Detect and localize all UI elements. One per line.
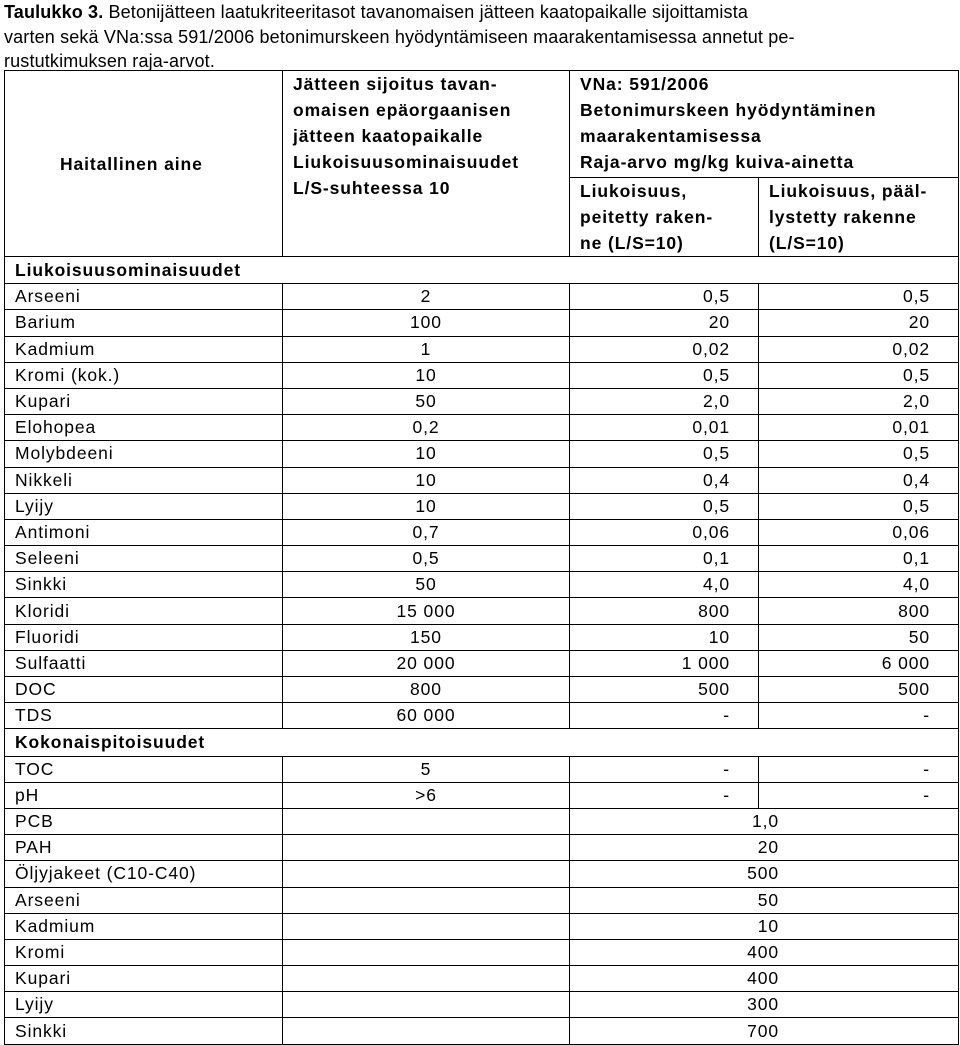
header-vna-line: Raja-arvo mg/kg kuiva-ainetta — [580, 152, 855, 172]
header-landfill-line: omaisen epäorgaanisen — [293, 100, 512, 120]
covered-limit-value: 800 — [570, 598, 759, 624]
substance-name: Kromi — [5, 939, 283, 965]
covered-limit-value: - — [570, 703, 759, 729]
header-paved-line: lystetty rakenne — [769, 207, 917, 227]
landfill-value: 0,5 — [283, 546, 570, 572]
covered-limit-value: 20 — [570, 310, 759, 336]
header-paved-line: Liukoisuus, pääl- — [769, 181, 928, 201]
paved-limit-value: 20 — [759, 310, 959, 336]
landfill-value — [283, 966, 570, 992]
combined-limit-value: 500 — [570, 861, 959, 887]
landfill-value: 10 — [283, 467, 570, 493]
covered-limit-value: 0,1 — [570, 546, 759, 572]
header-covered-line: Liukoisuus, — [580, 181, 688, 201]
landfill-value: >6 — [283, 782, 570, 808]
substance-name: PCB — [5, 808, 283, 834]
table-row — [5, 336, 959, 362]
limit-values-table — [4, 70, 959, 1045]
section-liukoisuus-label: Liukoisuusominaisuudet — [5, 257, 959, 284]
paved-limit-value: 2,0 — [759, 388, 959, 414]
substance-name: Fluoridi — [5, 624, 283, 650]
substance-name: Kadmium — [5, 336, 283, 362]
header-landfill-line: L/S-suhteessa 10 — [293, 178, 451, 198]
paved-limit-value: 800 — [759, 598, 959, 624]
caption-text-2: varten sekä VNa:ssa 591/2006 betonimurskeen hyödyntämiseen maarakentamisessa annetut pe- — [4, 26, 795, 47]
table-row — [5, 546, 959, 572]
table-row — [5, 388, 959, 414]
covered-limit-value: 2,0 — [570, 388, 759, 414]
landfill-value — [283, 808, 570, 834]
table-row — [5, 782, 959, 808]
caption-text-3: rustutkimuksen raja-arvot. — [4, 51, 215, 71]
table-row — [5, 992, 959, 1018]
combined-limit-value: 400 — [570, 939, 959, 965]
table-row — [5, 624, 959, 650]
paved-limit-value: 0,4 — [759, 467, 959, 493]
landfill-value: 20 000 — [283, 650, 570, 676]
landfill-value: 10 — [283, 362, 570, 388]
landfill-value — [283, 861, 570, 887]
substance-name: Sinkki — [5, 572, 283, 598]
covered-limit-value: 0,5 — [570, 362, 759, 388]
covered-limit-value: 0,5 — [570, 493, 759, 519]
paved-limit-value: 6 000 — [759, 650, 959, 676]
combined-limit-value: 20 — [570, 835, 959, 861]
substance-name: Kloridi — [5, 598, 283, 624]
table-row — [5, 939, 959, 965]
covered-limit-value: 1 000 — [570, 650, 759, 676]
substance-name: PAH — [5, 835, 283, 861]
table-row — [5, 441, 959, 467]
paved-limit-value: 0,5 — [759, 362, 959, 388]
substance-name: TDS — [5, 703, 283, 729]
substance-name: TOC — [5, 756, 283, 782]
table-row — [5, 808, 959, 834]
table-row — [5, 519, 959, 545]
header-paved-structure — [759, 178, 959, 257]
landfill-value: 2 — [283, 284, 570, 310]
covered-limit-value: 0,4 — [570, 467, 759, 493]
header-landfill-line: Jätteen sijoitus tavan- — [293, 74, 498, 94]
table-row — [5, 835, 959, 861]
header-vna-line: Betonimurskeen hyödyntäminen — [580, 100, 877, 120]
landfill-value: 800 — [283, 677, 570, 703]
covered-limit-value: 0,5 — [570, 284, 759, 310]
covered-limit-value: - — [570, 782, 759, 808]
header-covered-line: peitetty raken- — [580, 207, 714, 227]
covered-limit-value: 500 — [570, 677, 759, 703]
paved-limit-value: 0,5 — [759, 441, 959, 467]
header-vna-line: maarakentamisessa — [580, 126, 762, 146]
landfill-value: 0,7 — [283, 519, 570, 545]
table-row — [5, 650, 959, 676]
table-row — [5, 415, 959, 441]
combined-limit-value: 1,0 — [570, 808, 959, 834]
paved-limit-value: - — [759, 756, 959, 782]
covered-limit-value: 0,06 — [570, 519, 759, 545]
substance-name: Sulfaatti — [5, 650, 283, 676]
substance-name: Arseeni — [5, 887, 283, 913]
table-row — [5, 966, 959, 992]
section-kokonaispitoisuudet-label: Kokonaispitoisuudet — [5, 729, 959, 756]
combined-limit-value: 400 — [570, 966, 959, 992]
paved-limit-value: 4,0 — [759, 572, 959, 598]
paved-limit-value: 0,02 — [759, 336, 959, 362]
landfill-value — [283, 913, 570, 939]
paved-limit-value: 500 — [759, 677, 959, 703]
landfill-value: 1 — [283, 336, 570, 362]
substance-name: Arseeni — [5, 284, 283, 310]
header-landfill-line: jätteen kaatopaikalle — [293, 126, 484, 146]
header-vna-column — [570, 71, 959, 178]
substance-name: Lyijy — [5, 493, 283, 519]
covered-limit-value: 4,0 — [570, 572, 759, 598]
landfill-value: 10 — [283, 441, 570, 467]
landfill-value — [283, 887, 570, 913]
table-row — [5, 362, 959, 388]
landfill-value: 50 — [283, 388, 570, 414]
paved-limit-value: - — [759, 703, 959, 729]
paved-limit-value: 0,01 — [759, 415, 959, 441]
paved-limit-value: 0,5 — [759, 493, 959, 519]
header-paved-line: (L/S=10) — [769, 233, 845, 253]
table-row — [5, 598, 959, 624]
substance-name: Elohopea — [5, 415, 283, 441]
landfill-value — [283, 835, 570, 861]
substance-name: Molybdeeni — [5, 441, 283, 467]
caption-label: Taulukko 3. — [4, 2, 104, 22]
table-row — [5, 467, 959, 493]
substance-name: Antimoni — [5, 519, 283, 545]
landfill-value — [283, 1018, 570, 1044]
paved-limit-value: 0,06 — [759, 519, 959, 545]
paved-limit-value: 0,1 — [759, 546, 959, 572]
landfill-value: 15 000 — [283, 598, 570, 624]
landfill-value: 10 — [283, 493, 570, 519]
paved-limit-value: - — [759, 782, 959, 808]
substance-name: Kromi (kok.) — [5, 362, 283, 388]
combined-limit-value: 50 — [570, 887, 959, 913]
header-landfill-line: Liukoisuusominaisuudet — [293, 152, 519, 172]
landfill-value: 60 000 — [283, 703, 570, 729]
header-covered-line: ne (L/S=10) — [580, 233, 684, 253]
covered-limit-value: 10 — [570, 624, 759, 650]
landfill-value: 50 — [283, 572, 570, 598]
substance-name: Sinkki — [5, 1018, 283, 1044]
paved-limit-value: 0,5 — [759, 284, 959, 310]
caption-text-1: Betonijätteen laatukriteeritasot tavanomaisen jätteen kaatopaikalle sijoittamista — [103, 2, 749, 22]
table-row — [5, 572, 959, 598]
combined-limit-value: 700 — [570, 1018, 959, 1044]
section-liukoisuus — [5, 257, 959, 284]
covered-limit-value: 0,01 — [570, 415, 759, 441]
landfill-value — [283, 939, 570, 965]
substance-name: pH — [5, 782, 283, 808]
section-kokonaispitoisuudet — [5, 729, 959, 756]
table-row — [5, 756, 959, 782]
landfill-value: 5 — [283, 756, 570, 782]
landfill-value: 150 — [283, 624, 570, 650]
substance-name: Kupari — [5, 388, 283, 414]
table-row — [5, 703, 959, 729]
table-row — [5, 284, 959, 310]
table-row — [5, 861, 959, 887]
combined-limit-value: 300 — [570, 992, 959, 1018]
substance-name: Barium — [5, 310, 283, 336]
substance-name: Seleeni — [5, 546, 283, 572]
landfill-value — [283, 992, 570, 1018]
combined-limit-value: 10 — [570, 913, 959, 939]
substance-name: Nikkeli — [5, 467, 283, 493]
substance-name: Kupari — [5, 966, 283, 992]
substance-name: Lyijy — [5, 992, 283, 1018]
table-row — [5, 1018, 959, 1044]
substance-name: Kadmium — [5, 913, 283, 939]
covered-limit-value: 0,02 — [570, 336, 759, 362]
paved-limit-value: 50 — [759, 624, 959, 650]
covered-limit-value: - — [570, 756, 759, 782]
landfill-value: 0,2 — [283, 415, 570, 441]
landfill-value: 100 — [283, 310, 570, 336]
table-row — [5, 887, 959, 913]
table-row — [5, 310, 959, 336]
header-covered-structure — [570, 178, 759, 257]
header-haitallinen-aine: Haitallinen aine — [5, 71, 283, 257]
table-row — [5, 913, 959, 939]
substance-name: DOC — [5, 677, 283, 703]
header-vna-line: VNa: 591/2006 — [580, 74, 710, 94]
header-landfill-column — [283, 71, 570, 257]
table-caption — [4, 0, 956, 74]
covered-limit-value: 0,5 — [570, 441, 759, 467]
substance-name: Öljyjakeet (C10-C40) — [5, 861, 283, 887]
table-row — [5, 493, 959, 519]
table-row — [5, 677, 959, 703]
